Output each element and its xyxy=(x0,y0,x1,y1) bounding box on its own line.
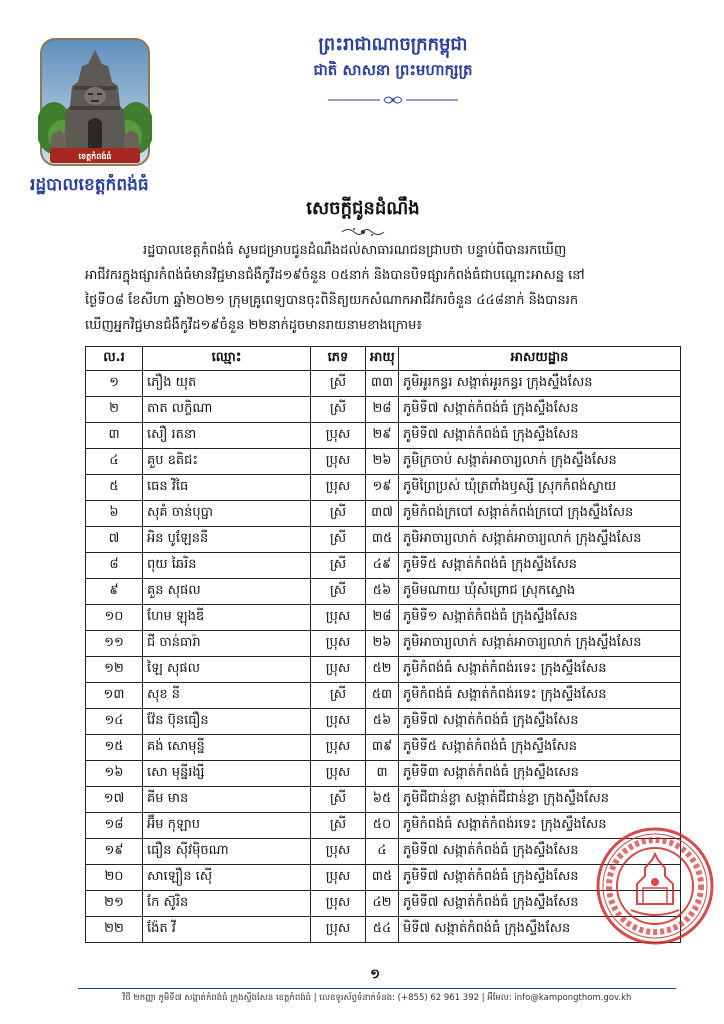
paragraph-line: ឃើញអ្នកវិជ្ជមានជំងឺកូវីដ១៩ចំនួន ២២នាក់ដូចមានរាយនាមខាងក្រោម៖ xyxy=(85,318,423,333)
patient-address: ភូមិទី៧ សង្កាត់កំពង់ធំ ក្រុងស្ទឹងសែន xyxy=(399,865,681,891)
patient-age: ៤៩ xyxy=(366,553,399,579)
patient-age: ៣៥ xyxy=(366,527,399,553)
table-row xyxy=(86,865,681,891)
document-title: សេចក្តីជូនដំណឹង xyxy=(306,198,420,219)
patient-age: ២៨ xyxy=(366,605,399,631)
row-number: ៤ xyxy=(86,449,143,475)
patient-name: ភឿង យុត xyxy=(143,371,311,397)
row-number: ១៩ xyxy=(86,839,143,865)
table-row xyxy=(86,553,681,579)
table-row xyxy=(86,787,681,813)
patient-address: ភូមិទី៣ សង្កាត់កំពង់ធំ ក្រុងស្ទឹងសេន xyxy=(399,761,681,787)
patient-sex: ប្រុស xyxy=(311,761,366,787)
official-seal-icon xyxy=(595,826,715,946)
positive-cases-table xyxy=(85,346,681,943)
footer-divider xyxy=(78,988,676,989)
paragraph-line: រដ្ឋបាលខេត្តកំពង់ធំ សូមជម្រាបជូនដំណឹងដល់សាធារណជនជ្រាបថា បន្ទាប់ពីបានរកឃើញ xyxy=(143,243,567,258)
patient-address: មិទី៧ សង្កាត់កំពង់ធំ ក្រុងស្ទឹងសែន xyxy=(399,917,681,943)
patient-address: ភូមិទី៧ សង្កាត់កំពង់ធំ ក្រុងស្ទឹងសែន xyxy=(399,397,681,423)
patient-address: ភូមិជីជាន់ខ្លា សង្កាត់ជីជាន់ខ្លា ក្រុងស្ទឹងសែន xyxy=(399,787,681,813)
patient-age: ៣៥ xyxy=(366,865,399,891)
patient-age: ៣៣ xyxy=(366,371,399,397)
table-row xyxy=(86,657,681,683)
row-number: ២ xyxy=(86,397,143,423)
patient-name: ធឿន ស៊ីវម៉ិចណា xyxy=(143,839,311,865)
patient-age: ៥៦ xyxy=(366,579,399,605)
table-row xyxy=(86,501,681,527)
table-row xyxy=(86,761,681,787)
patient-sex: ស្រី xyxy=(311,527,366,553)
patient-name: វ៉ែន ប៊ុនធឿន xyxy=(143,709,311,735)
table-row xyxy=(86,605,681,631)
patient-address: ភូមិអាចារ្យលាក់ សង្កាត់អាចារ្យលាក់ ក្រុងស្ទឹងសែន xyxy=(399,631,681,657)
table-row xyxy=(86,709,681,735)
patient-address: ភូមិមណាយ ឃុំសំព្រោជ ស្រុកស្ទោង xyxy=(399,579,681,605)
table-row xyxy=(86,813,681,839)
patient-address: ភូមិទី៥ សង្កាត់កំពង់ធំ ក្រុងស្ទឹងសែន xyxy=(399,553,681,579)
table-body xyxy=(86,371,681,943)
patient-sex: ស្រី xyxy=(311,501,366,527)
row-number: ៧ xyxy=(86,527,143,553)
row-number: ១៧ xyxy=(86,787,143,813)
notice-paragraph xyxy=(85,238,677,338)
column-header-age: អាយុ xyxy=(366,347,399,371)
title-flourish-icon xyxy=(340,226,386,238)
row-number: ១៨ xyxy=(86,813,143,839)
patient-sex: ប្រុស xyxy=(311,605,366,631)
row-number: ១២ xyxy=(86,657,143,683)
patient-sex: ប្រុស xyxy=(311,423,366,449)
patient-name: សុខ នី xyxy=(143,683,311,709)
table-header-row xyxy=(86,347,681,371)
table-row xyxy=(86,397,681,423)
patient-address: ភូមិទី៧ សង្កាត់កំពង់ធំ ក្រុងស្ទឹងសែន xyxy=(399,891,681,917)
patient-age: ៣៩ xyxy=(366,735,399,761)
patient-name: ធេន វិធៃ xyxy=(143,475,311,501)
patient-age: ៥០ xyxy=(366,813,399,839)
patient-sex: ប្រុស xyxy=(311,657,366,683)
patient-age: ២៦ xyxy=(366,631,399,657)
patient-sex: ប្រុស xyxy=(311,735,366,761)
patient-name: ហែម ឡុងឌី xyxy=(143,605,311,631)
footer-contact-info: វិថី ២កញ្ញា ភូមិទី៧ សង្កាត់កំពង់ធំ ក្រុងស្ទឹងសែន ខេត្តកំពង់ធំ | លេខទូរស័ព្ទទំនាក់ទំនង: (+855) 62 961 392 | អ៊ីមែល: info@kampongthom.gov.kh xyxy=(122,993,632,1003)
paragraph-line: ថ្ងៃទី០៨ ខែសីហា ឆ្នាំ២០២១ ក្រុមគ្រូពេទ្យបានចុះពិនិត្យយកសំណាកអាជីវករចំនួន ៤៤៨នាក់ និងបានរក xyxy=(85,293,579,308)
patient-address: ភូមិទី១ សង្កាត់កំពង់ធំ ក្រុងស្ទឹងសែន xyxy=(399,605,681,631)
column-header-address: អាសយដ្ឋាន xyxy=(399,347,681,371)
table-row xyxy=(86,683,681,709)
patient-name: គីម មាន xyxy=(143,787,311,813)
patient-age: ៤២ xyxy=(366,891,399,917)
issuing-authority: រដ្ឋបាលខេត្តកំពង់ធំ xyxy=(30,175,149,195)
patient-name: សាឡឿន ស៊ើ xyxy=(143,865,311,891)
patient-address: ភូមិកំពង់ធំ សង្កាត់កំពង់រទេះ ក្រុងស្ទឹងសែន xyxy=(399,657,681,683)
row-number: ១១ xyxy=(86,631,143,657)
row-number: ៩ xyxy=(86,579,143,605)
row-number: ៥ xyxy=(86,475,143,501)
row-number: ២០ xyxy=(86,865,143,891)
patient-sex: ស្រី xyxy=(311,553,366,579)
patient-name: តាត លក្ខិណា xyxy=(143,397,311,423)
patient-name: អិន បូឡែននី xyxy=(143,527,311,553)
patient-sex: ស្រី xyxy=(311,371,366,397)
table-row xyxy=(86,423,681,449)
patient-address: ភូមិព្រៃប្រស់ ឃុំត្រពាំងឫស្សី ស្រុកកំពង់ស្វាយ xyxy=(399,475,681,501)
logo-label: ខេត្តកំពង់ធំ xyxy=(78,152,112,161)
row-number: ១៥ xyxy=(86,735,143,761)
table-row xyxy=(86,839,681,865)
patient-name: គួន សុផល xyxy=(143,579,311,605)
patient-name: គង់ សោមុន្នី xyxy=(143,735,311,761)
patient-name: គួប ឧតិជះ xyxy=(143,449,311,475)
patient-sex: ប្រុស xyxy=(311,891,366,917)
patient-age: ៥៣ xyxy=(366,683,399,709)
row-number: ២១ xyxy=(86,891,143,917)
patient-sex: ប្រុស xyxy=(311,709,366,735)
column-header-number: ល.រ xyxy=(86,347,143,371)
patient-age: ២៨ xyxy=(366,397,399,423)
patient-name: សុគំ ចាន់បុប្ផា xyxy=(143,501,311,527)
patient-name: ង៉ែត វី xyxy=(143,917,311,943)
patient-name: ពុយ ឆៃរិន xyxy=(143,553,311,579)
column-header-sex: ភេទ xyxy=(311,347,366,371)
row-number: ៨ xyxy=(86,553,143,579)
table-row xyxy=(86,475,681,501)
row-number: ១៣ xyxy=(86,683,143,709)
patient-age: ៦៥ xyxy=(366,787,399,813)
patient-address: ភូមិទី៥ សង្កាត់កំពង់ធំ ក្រុងស្ទឹងសែន xyxy=(399,735,681,761)
patient-name: សឿ រតនា xyxy=(143,423,311,449)
table-row xyxy=(86,449,681,475)
patient-age: ១៩ xyxy=(366,475,399,501)
paragraph-line: អាជីវករក្នុងផ្សារកំពង់ធំមានវិជ្ជមានជំងឺកូវីដ១៩ចំនួន ០៥នាក់ និងបានបិទផ្សារកំពង់ធំជាបណ្តោះអាសន្ន នៅ xyxy=(85,268,585,283)
national-motto: ជាតិ សាសនា ព្រះមហាក្សត្រ xyxy=(313,61,473,79)
patient-age: ២៦ xyxy=(366,449,399,475)
patient-address: ភូមិទី៧ សង្កាត់កំពង់ធំ ក្រុងស្ទឹងសែន xyxy=(399,423,681,449)
table-row xyxy=(86,891,681,917)
patient-name: អ៊ឹម កុឡាប xyxy=(143,813,311,839)
patient-name: សោ មុន្នីរង្សី xyxy=(143,761,311,787)
row-number: ២២ xyxy=(86,917,143,943)
patient-sex: ប្រុស xyxy=(311,475,366,501)
patient-address: ភូមិទី៧ សង្កាត់កំពង់ធំ ក្រុងស្ទឹងសែន xyxy=(399,839,681,865)
page-number: ១ xyxy=(370,967,380,982)
patient-address: ភូមិកំពង់ក្របៅ សង្កាត់កំពង់ក្របៅ ក្រុងស្ទឹងសែន xyxy=(399,501,681,527)
patient-address: ភូមិក្រចាប់ សង្កាត់អាចារ្យលាក់ ក្រុងស្ទឹងសែន xyxy=(399,449,681,475)
patient-address: ភូមិកំពង់ធំ សង្កាត់កំពង់រទេះ ក្រុងស្ទឹងសែន xyxy=(399,683,681,709)
table-row xyxy=(86,527,681,553)
table-row xyxy=(86,579,681,605)
row-number: ៦ xyxy=(86,501,143,527)
patient-age: ៥៦ xyxy=(366,709,399,735)
patient-sex: ប្រុស xyxy=(311,839,366,865)
table-row xyxy=(86,371,681,397)
table-row xyxy=(86,735,681,761)
patient-age: ៤ xyxy=(366,839,399,865)
patient-sex: ប្រុស xyxy=(311,917,366,943)
patient-age: ៣ xyxy=(366,761,399,787)
patient-address: ភូមិអូរកន្ធរ សង្កាត់អូរកន្ធរ ក្រុងស្ទឹងសែន xyxy=(399,371,681,397)
patient-age: ៣៧ xyxy=(366,501,399,527)
patient-address: ភូមិទី៧ សង្កាត់កំពង់ធំ ក្រុងស្ទឹងសែន xyxy=(399,709,681,735)
row-number: ១៤ xyxy=(86,709,143,735)
patient-age: ៥៤ xyxy=(366,917,399,943)
patient-address: ភូមិអាចារ្យលាក់ សង្កាត់អាចារ្យលាក់ ក្រុងស្ទឹងសែន xyxy=(399,527,681,553)
patient-sex: ប្រុស xyxy=(311,865,366,891)
patient-name: ជី ចាន់ធារ៉ា xyxy=(143,631,311,657)
patient-age: ៥២ xyxy=(366,657,399,683)
patient-sex: ស្រី xyxy=(311,579,366,605)
patient-sex: ស្រី xyxy=(311,787,366,813)
patient-sex: ស្រី xyxy=(311,397,366,423)
patient-age: ២៩ xyxy=(366,423,399,449)
column-header-name: ឈ្មោះ xyxy=(143,347,311,371)
patient-sex: ប្រុស xyxy=(311,449,366,475)
patient-sex: ស្រី xyxy=(311,683,366,709)
patient-sex: ស្រី xyxy=(311,813,366,839)
kingdom-heading: ព្រះរាជាណាចក្រកម្ពុជា xyxy=(318,34,468,55)
patient-name: ឡៃ សុផល xyxy=(143,657,311,683)
patient-name: កែ ស៊ូរិន xyxy=(143,891,311,917)
table-row xyxy=(86,917,681,943)
province-logo xyxy=(38,36,152,170)
patient-address: ភូមិកំពង់ធំ សង្កាត់កំពង់រទេះ ក្រុងស្ទឹងសែន xyxy=(399,813,681,839)
patient-sex: ប្រុស xyxy=(311,631,366,657)
header-divider-ornament xyxy=(328,94,458,106)
table-row xyxy=(86,631,681,657)
row-number: ៣ xyxy=(86,423,143,449)
row-number: ១៦ xyxy=(86,761,143,787)
row-number: ១ xyxy=(86,371,143,397)
row-number: ១០ xyxy=(86,605,143,631)
